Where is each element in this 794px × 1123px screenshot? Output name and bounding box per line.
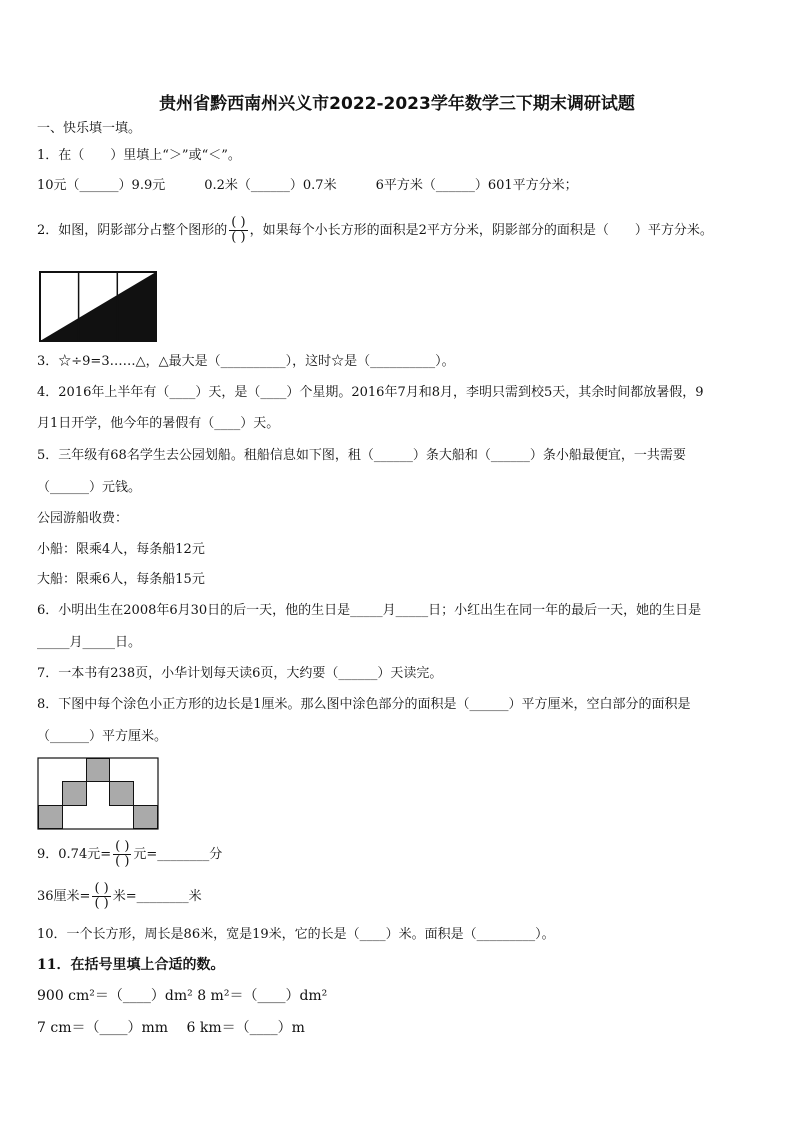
boat-fee-title: 公园游船收费： [37,511,129,526]
question-4-line1: 4．2016年上半年有（____）天，是（____）个星期。2016年7月和8月，李明只需到校5天，其余时间都放暑假，9 [37,385,704,400]
question-5-line1: 5．三年级有68名学生去公园划船。租船信息如下图，租（______）条大船和（______）条小船最便宜，一共需要 [37,448,686,463]
question-11-line1: 900 cm²＝（____）dm² 8 m²＝（____）dm² [37,988,328,1004]
fraction-blank[interactable]: $\frac{( )}{( )}$ [115,839,130,869]
question-2-after: ，如果每个小长方形的面积是2平方分米，阴影部分的面积是（ ）平方分米。 [249,223,713,238]
question-3: 3．☆÷9=3……△，△最大是（__________），这时☆是（__________）。 [37,354,455,369]
rectangle-shading-figure [39,271,157,342]
question-4-line2: 月1日开学，他今年的暑假有（____）天。 [37,416,280,431]
small-boat-info: 小船：限乘4人，每条船12元 [37,542,205,557]
question-2-before: 2．如图，阴影部分占整个图形的 [37,223,228,238]
question-8-line2: （______）平方厘米。 [37,729,168,744]
question-5-line2: （______）元钱。 [37,480,142,495]
question-6-line2: _____月_____日。 [37,635,142,650]
fraction-blank[interactable]: $\frac{( )}{( )}$ [231,215,246,245]
question-1-stem: 1．在（ ）里填上“＞”或“＜”。 [37,148,241,163]
question-10: 10．一个长方形，周长是86米，宽是19米，它的长是（____）米。面积是（_________）。 [37,927,555,942]
question-9-b: 36厘米= $\frac{( )}{( )}$ 米=________米 [37,881,202,911]
question-8-line1: 8．下图中每个涂色小正方形的边长是1厘米。那么图中涂色部分的面积是（______）平方厘米，空白部分的面积是 [37,697,691,712]
fraction-blank[interactable]: $\frac{( )}{( )}$ [94,881,109,911]
shaded-squares-figure [37,757,159,830]
question-11-stem: 11．在括号里填上合适的数。 [37,957,225,973]
page-title: 贵州省黔西南州兴义市2022-2023学年数学三下期末调研试题 [159,94,635,114]
question-1-items: 10元（______）9.9元 0.2米（______）0.7米 6平方米（______）601平方分米； [37,178,578,193]
question-7: 7．一本书有238页，小华计划每天读6页，大约要（______）天读完。 [37,666,443,681]
question-6-line1: 6．小明出生在2008年6月30日的后一天，他的生日是_____月_____日；小红出生在同一年的最后一天，她的生日是 [37,603,702,618]
big-boat-info: 大船：限乘6人，每条船15元 [37,572,205,587]
section-heading: 一、快乐填一填。 [37,121,142,136]
question-9-a: 9．0.74元= $\frac{( )}{( )}$ 元=________分 [37,839,223,869]
question-2 [37,216,713,246]
question-11-line2: 7 cm＝（____）mm 6 km＝（____）m [37,1020,305,1036]
